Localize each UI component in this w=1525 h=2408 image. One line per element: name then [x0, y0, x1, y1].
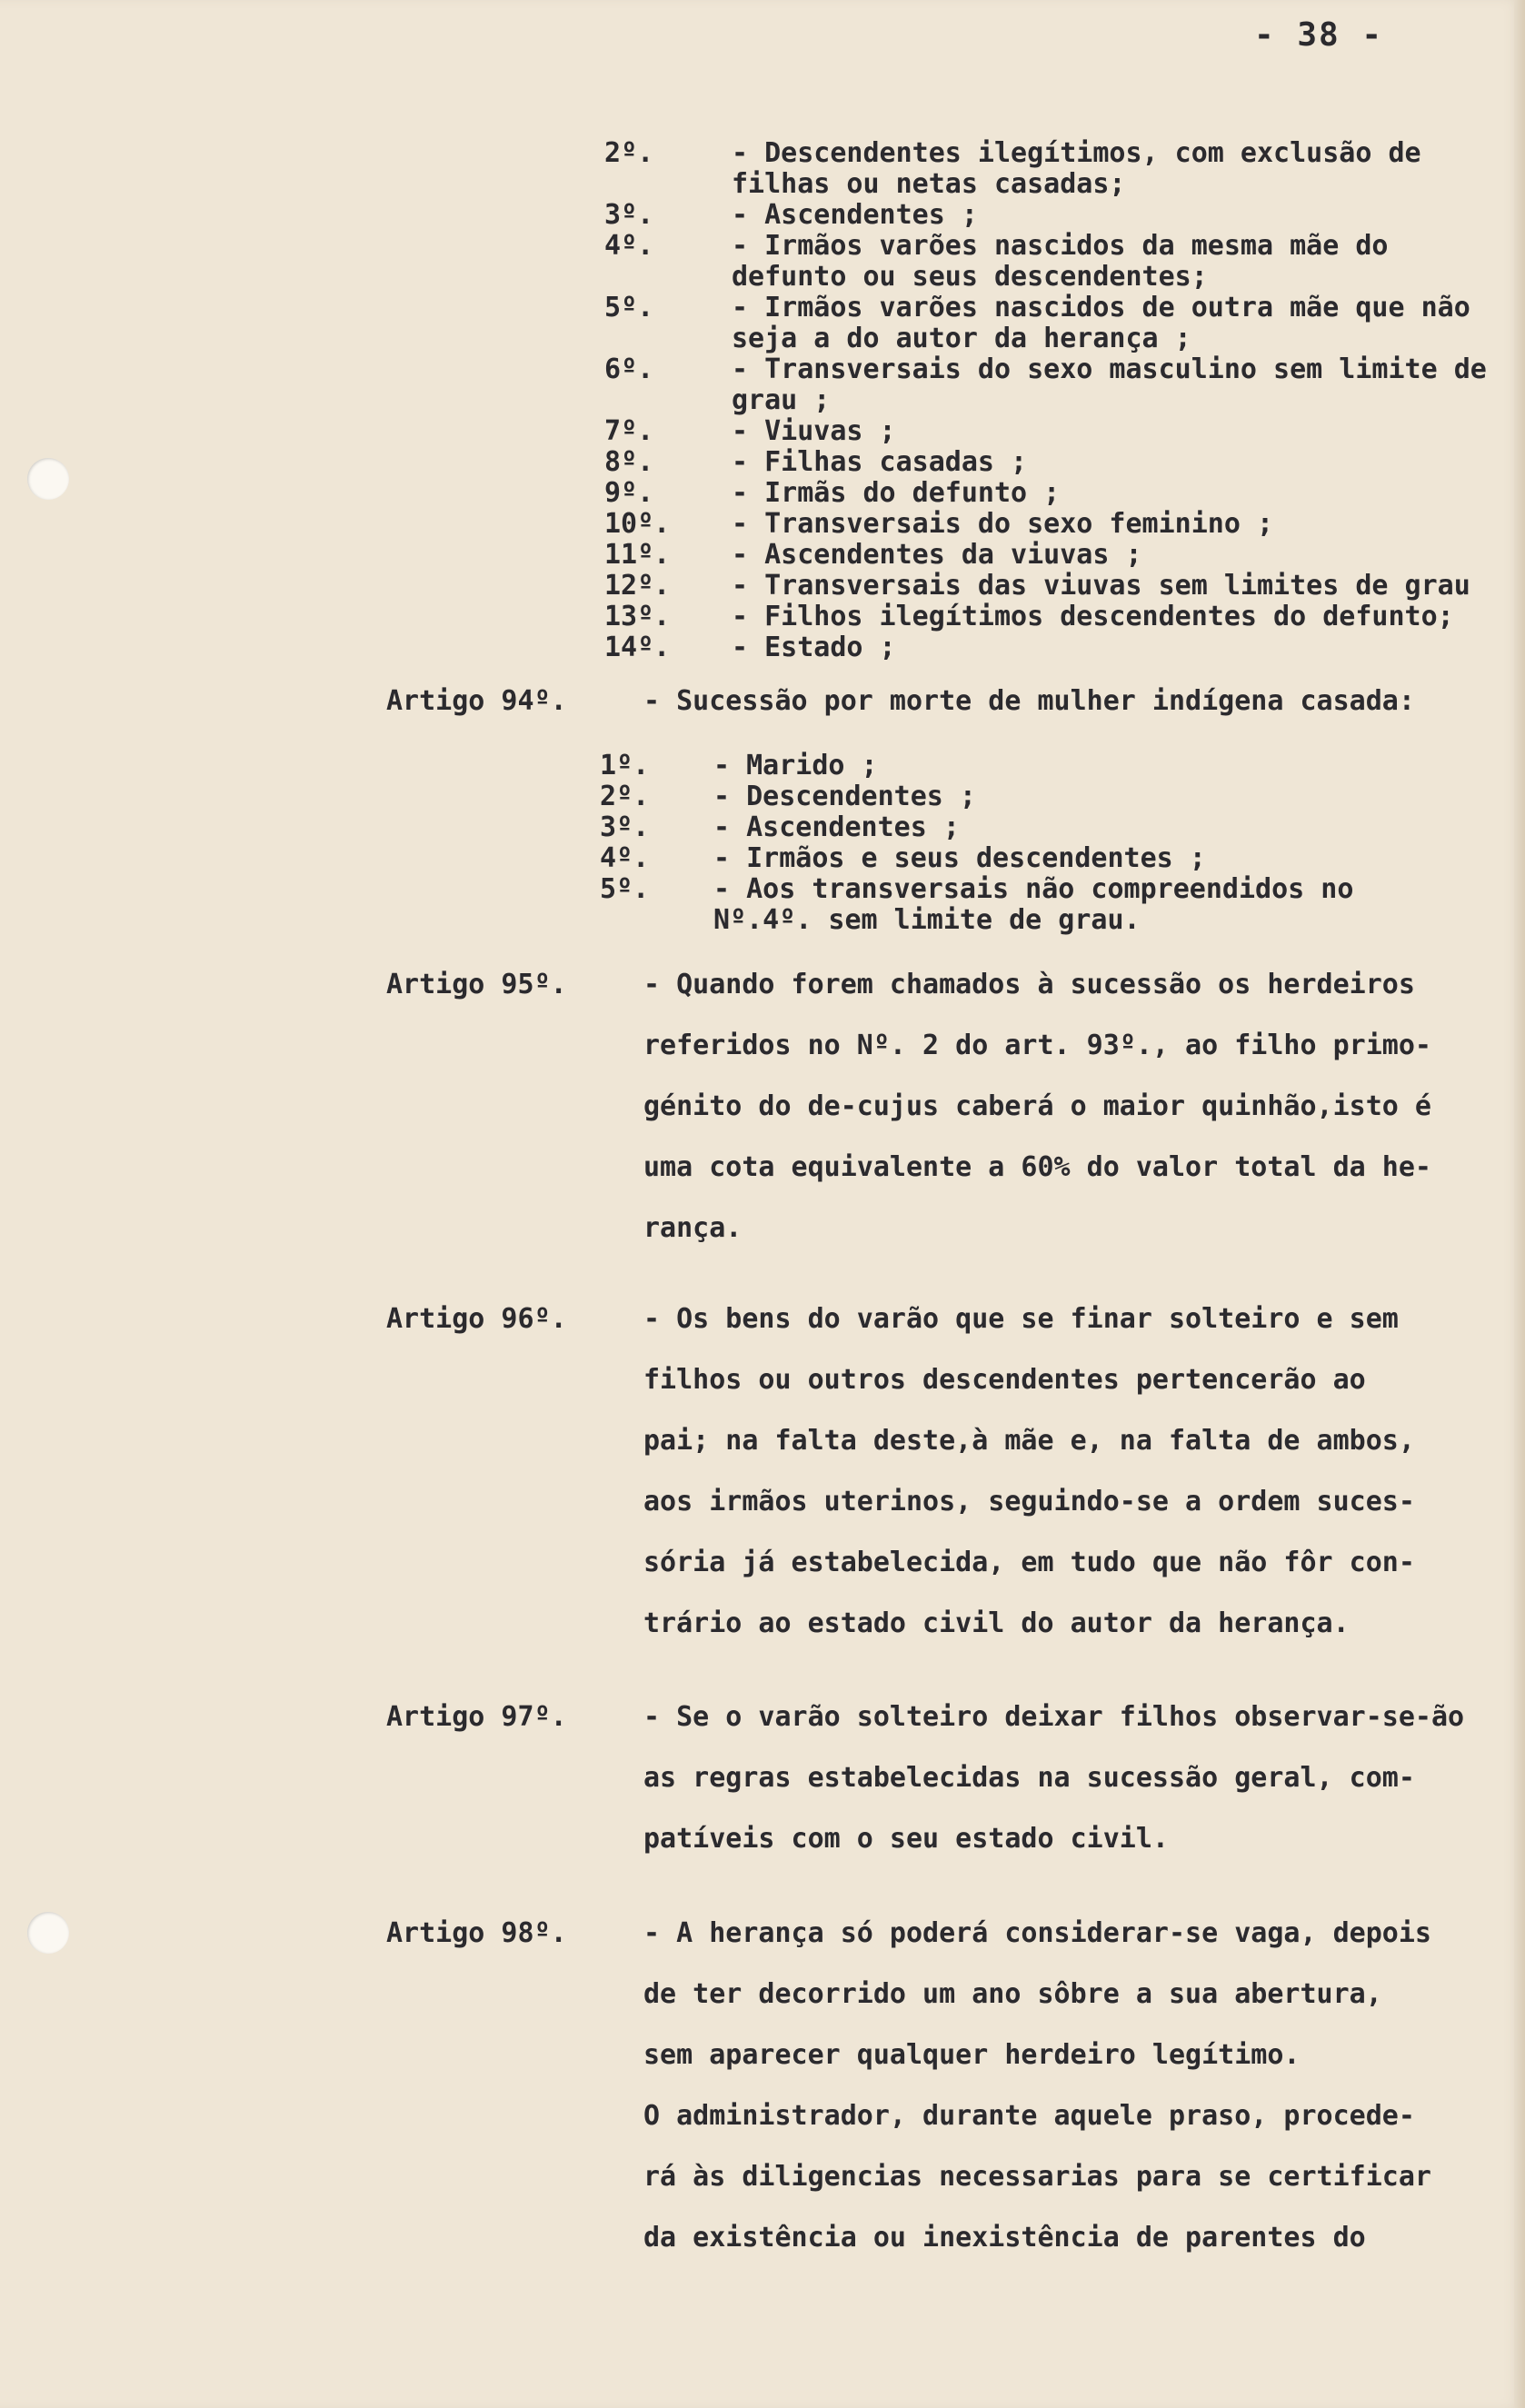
item-text: - Descendentes ilegítimos, com exclusão de filhas ou netas casadas; [732, 137, 1421, 200]
article-text: - Se o varão solteiro deixar filhos observar-se-ão [643, 1701, 1465, 1733]
page-number: - 38 - [1254, 16, 1384, 54]
article-label: Artigo 98º. [386, 1917, 567, 1949]
item-text: - Irmãs do defunto ; [732, 477, 1061, 509]
item-number: 7º. [604, 415, 654, 447]
article-line: referidos no Nº. 2 do art. 93º., ao filho primo- [643, 1030, 1431, 1061]
list-item [604, 354, 1513, 416]
article-line: rá às diligencias necessarias para se certificar [643, 2161, 1431, 2193]
article-label: Artigo 94º. [386, 685, 567, 717]
succession-list-94 [600, 751, 1509, 936]
item-text: - Estado ; [732, 632, 896, 663]
item-text: - Irmãos varões nascidos da mesma mãe do defunto ou seus descendentes; [732, 230, 1389, 293]
item-number: 5º. [604, 292, 654, 323]
list-item [604, 293, 1513, 354]
item-text: - Aos transversais não compreendidos no Nº.4º. sem limite de grau. [713, 873, 1354, 936]
article-label: Artigo 97º. [386, 1701, 567, 1733]
article-line: génito do de-cujus caberá o maior quinhão,isto é [643, 1090, 1431, 1122]
article-line: uma cota equivalente a 60% do valor total da he- [643, 1151, 1431, 1183]
article-line: de ter decorrido um ano sôbre a sua abertura, [643, 1978, 1382, 2010]
list-item [604, 200, 1513, 231]
item-number: 4º. [604, 230, 654, 262]
item-number: 6º. [604, 353, 654, 385]
list-item [604, 602, 1513, 632]
article-line: da existência ou inexistência de parentes do [643, 2222, 1366, 2254]
article-text: - Sucessão por morte de mulher indígena casada: [643, 685, 1415, 717]
punch-hole-bottom [27, 1912, 69, 1954]
item-text: - Filhos ilegítimos descendentes do defunto; [732, 601, 1454, 632]
article-text: - A herança só poderá considerar-se vaga, depois [643, 1917, 1431, 1949]
article-96 [386, 1289, 1513, 1654]
item-text: - Ascendentes ; [713, 811, 960, 843]
list-item [600, 781, 1509, 812]
article-line: O administrador, durante aquele praso, procede- [643, 2100, 1415, 2132]
article-label: Artigo 95º. [386, 969, 567, 1000]
item-text: - Transversais do sexo masculino sem limite de grau ; [732, 353, 1487, 416]
item-text: - Ascendentes ; [732, 199, 978, 231]
item-number: 11º. [604, 539, 671, 571]
list-item [604, 540, 1513, 571]
item-number: 10º. [604, 508, 671, 540]
article-line: sória já estabelecida, em tudo que não fôr con- [643, 1547, 1415, 1578]
article-line: filhos ou outros descendentes pertencerão ao [643, 1364, 1366, 1396]
article-label: Artigo 96º. [386, 1303, 567, 1335]
list-item [604, 571, 1513, 602]
item-text: - Marido ; [713, 750, 878, 781]
list-item [604, 231, 1513, 293]
article-text: - Quando forem chamados à sucessão os herdeiros [643, 969, 1415, 1000]
item-text: - Ascendentes da viuvas ; [732, 539, 1142, 571]
list-item [604, 632, 1513, 663]
article-94 [386, 683, 1513, 720]
list-item [604, 416, 1513, 447]
item-text: - Irmãos e seus descendentes ; [713, 842, 1206, 874]
article-text: - Os bens do varão que se finar solteiro e sem [643, 1303, 1399, 1335]
item-number: 2º. [600, 781, 650, 812]
list-item [600, 843, 1509, 874]
item-number: 8º. [604, 446, 654, 478]
item-number: 1º. [600, 750, 650, 781]
article-97 [386, 1687, 1513, 1869]
article-line: patíveis com o seu estado civil. [643, 1823, 1169, 1855]
article-98 [386, 1903, 1513, 2268]
item-number: 13º. [604, 601, 671, 632]
item-number: 3º. [600, 811, 650, 843]
article-line: aos irmãos uterinos, seguindo-se a ordem suces- [643, 1486, 1415, 1517]
item-text: - Transversais do sexo feminino ; [732, 508, 1274, 540]
list-item [604, 138, 1513, 200]
item-number: 14º. [604, 632, 671, 663]
item-text: - Filhas casadas ; [732, 446, 1028, 478]
item-text: - Transversais das viuvas sem limites de grau [732, 570, 1470, 602]
article-line: as regras estabelecidas na sucessão geral, com- [643, 1762, 1415, 1794]
item-number: 2º. [604, 137, 654, 169]
item-number: 5º. [600, 873, 650, 905]
article-95 [386, 954, 1513, 1259]
list-item [604, 509, 1513, 540]
list-item [600, 751, 1509, 781]
paper-edge [1514, 0, 1525, 2408]
article-line: rança. [643, 1212, 743, 1244]
item-text: - Irmãos varões nascidos de outra mãe que não seja a do autor da herança ; [732, 292, 1470, 354]
item-number: 12º. [604, 570, 671, 602]
succession-list-93 [604, 138, 1513, 663]
article-line: trário ao estado civil do autor da herança. [643, 1607, 1350, 1639]
item-text: - Viuvas ; [732, 415, 896, 447]
item-number: 9º. [604, 477, 654, 509]
punch-hole-top [27, 458, 69, 500]
article-line: sem aparecer qualquer herdeiro legítimo. [643, 2039, 1301, 2071]
article-line: pai; na falta deste,à mãe e, na falta de ambos, [643, 1425, 1415, 1457]
list-item [600, 812, 1509, 843]
item-number: 4º. [600, 842, 650, 874]
list-item [600, 874, 1509, 936]
item-text: - Descendentes ; [713, 781, 976, 812]
item-number: 3º. [604, 199, 654, 231]
list-item [604, 478, 1513, 509]
list-item [604, 447, 1513, 478]
